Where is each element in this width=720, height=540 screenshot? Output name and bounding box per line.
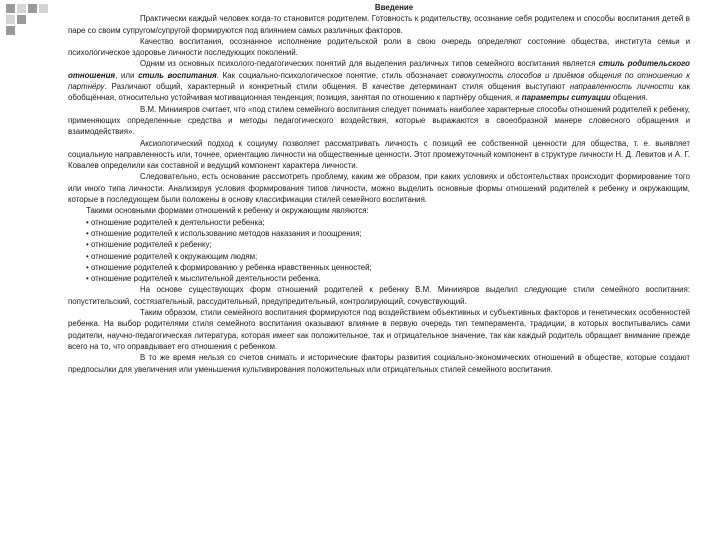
- list-item: • отношение родителей к ребенку;: [86, 240, 212, 250]
- paragraph-text: Следовательно, есть основание рассмотреть проблему, каким же образом, при каких условиях и обстоятельствах происходит формирование того или иного типа личности. Анализируя условия формирования типов личности, можно выделить основные формы отношений родителей к ребенку и окружающим, которые в последующем были положены в основу классификации стилей семейного воспитания.: [68, 172, 690, 205]
- corner-square: [28, 4, 37, 13]
- corner-square: [6, 26, 15, 35]
- paragraph: [68, 284, 690, 307]
- paragraph: [68, 171, 690, 205]
- document-body: [68, 2, 690, 375]
- paragraph: [68, 138, 690, 172]
- paragraph: [68, 352, 690, 375]
- list-intro: Такими основными формами отношений к ребенку и окружающим являются:: [86, 206, 369, 216]
- paragraph-text: общения.: [610, 93, 648, 103]
- paragraph-text: Практически каждый человек когда-то становится родителем. Готовность к родительству, осознание себя родителем и способы воспитания детей в паре со своим супругом/супругой формируются под влиянием самых различных факторов.: [68, 14, 690, 35]
- paragraph-text: . Различают общий, характерный и конкретный стили общения. В качестве детерминант стиля общения выступают: [104, 82, 570, 92]
- emphasis-term: стиль воспитания: [138, 70, 217, 80]
- corner-square: [6, 15, 15, 24]
- list-item: • отношение родителей к мыслительной деятельности ребенка.: [86, 274, 321, 284]
- paragraph-text: Аксиологический подход к социуму позволяет рассматривать личность с позиций ее собственной ценности для общества, т. е. выявляет социальную направленность или, точнее, ориентацию личности на общественные ценности. Этот промежуточный компонент в структуре личности Н. Д. Левитов и А. Г. Ковалев определили как составной и ведущий компонент характера личности.: [68, 138, 690, 171]
- paragraph-text: В.М. Миниияров считает, что «под стилем семейного воспитания следует понимать наиболее характерные способы отношений родителей к ребенку, применяющих определенные средства и методы педагогического воздействия, которые выражаются в своеобразной манере словесного обращения и взаимодействия».: [68, 104, 690, 137]
- paragraph: [68, 307, 690, 352]
- corner-decoration: [0, 0, 60, 48]
- emphasis-term: направленность личности: [569, 82, 674, 92]
- emphasis-term: стиль родительского отношения: [68, 59, 691, 80]
- paragraph: [68, 13, 690, 36]
- paragraph-text: . Как социально-психологическое понятие, стиль обозначает: [216, 70, 452, 80]
- list-item: • отношение родителей к использованию методов наказания и поощрения;: [86, 228, 362, 238]
- corner-square: [17, 4, 26, 13]
- paragraph: [68, 36, 690, 59]
- corner-square: [39, 4, 48, 13]
- paragraph: [68, 58, 690, 103]
- paragraph-text: , или: [115, 70, 139, 80]
- list-item: • отношение родителей к формированию у ребенка нравственных ценностей;: [86, 262, 372, 272]
- paragraph-text: На основе существующих форм отношений родителей к ребенку В.М. Миниияров выделил следующие стили семейного воспитания: попустительский, состязательный, рассудительный, предупредительный, контролирующий, сочувствующий.: [68, 285, 690, 306]
- paragraph-text: Качество воспитания, осознанное исполнение родительской роли в свою очередь определяют состояние общества, института семьи и психологическое здоровье личности последующих поколений.: [68, 36, 690, 58]
- paragraph: [68, 104, 690, 138]
- paragraph-text: В то же время нельзя со счетов снимать и исторические факторы развития социально-экономических отношений в обществе, которые создают предпосылки для увеличения или уменьшения культивирования положительных или отрицательных стилей семейного воспитания.: [68, 353, 690, 374]
- emphasis-term: параметры ситуации: [521, 93, 611, 103]
- corner-square: [17, 15, 26, 24]
- paragraph-text: Одним из основных психолого-педагогических понятий для выделения различных типов семейного воспитания является: [140, 59, 599, 69]
- paragraph-text: как обобщённая, относительно устойчивая мотивационная тенденция; позиция, занятая по отношению к партнёру общения, и: [68, 82, 690, 103]
- paragraph-text: Таким образом, стили семейного воспитания формируются под воздействием объективных и субъективных факторов и генетических особенностей ребенка. На выбор родителями стиля семейного воспитания оказывают влияние в первую очередь тип темперамента, традиции, в которых воспитывались сами родители, научно-педагогическая литература, которая имеет как положительное, так и отрицательное значение, так как каждый родитель обращает внимание прежде всего на то, что оправдывает его отношения с ребенком.: [68, 308, 690, 351]
- emphasis-term: совокупность способов и приёмов общения по отношению к партнёру: [68, 70, 690, 92]
- list-item: • отношение родителей к деятельности ребенка;: [86, 217, 265, 227]
- document-title: Введение: [374, 3, 414, 12]
- corner-square: [6, 4, 15, 13]
- list-item: • отношение родителей к окружающим людям;: [86, 251, 258, 261]
